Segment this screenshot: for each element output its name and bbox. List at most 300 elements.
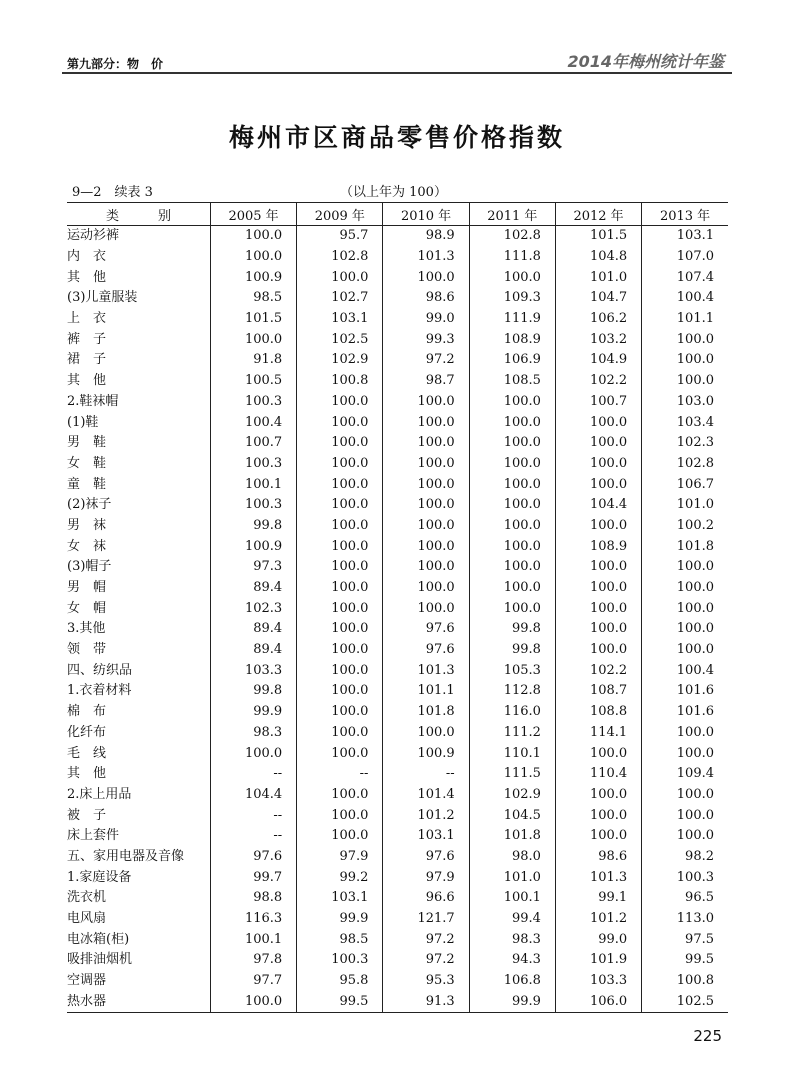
section-header: 第九部分：物 价 xyxy=(67,57,164,71)
table-cell: 95.7 xyxy=(297,226,383,247)
table-cell: 98.6 xyxy=(383,288,469,309)
table-row xyxy=(67,536,728,557)
table-cell: 104.5 xyxy=(469,805,555,826)
table-cell: 101.2 xyxy=(383,805,469,826)
table-cell: 103.1 xyxy=(297,309,383,330)
table-cell: 100.9 xyxy=(210,267,296,288)
table-cell: 100.0 xyxy=(383,578,469,599)
table-cell: 100.0 xyxy=(297,433,383,454)
table-cell: 100.7 xyxy=(555,392,641,413)
table-cell: 97.2 xyxy=(383,950,469,971)
table-row xyxy=(67,640,728,661)
table-row xyxy=(67,350,728,371)
table-cell: 100.0 xyxy=(383,392,469,413)
table-row xyxy=(67,247,728,268)
table-number: 9—2 续表 3 xyxy=(72,185,153,200)
table-cell: 100.0 xyxy=(555,743,641,764)
table-cell: 97.9 xyxy=(297,847,383,868)
table-cell: 89.4 xyxy=(210,619,296,640)
table-cell: 99.5 xyxy=(297,991,383,1012)
table-row xyxy=(67,392,728,413)
table-cell: 100.0 xyxy=(469,454,555,475)
table-row xyxy=(67,412,728,433)
table-cell: 108.8 xyxy=(555,702,641,723)
table-cell: 100.0 xyxy=(642,826,728,847)
table-cell: 89.4 xyxy=(210,578,296,599)
table-cell: 100.7 xyxy=(210,433,296,454)
table-cell: 97.8 xyxy=(210,950,296,971)
table-cell: 101.5 xyxy=(555,226,641,247)
table-row xyxy=(67,805,728,826)
table-cell: 100.0 xyxy=(469,557,555,578)
table-cell: 95.8 xyxy=(297,971,383,992)
column-header: 2011 年 xyxy=(469,203,555,226)
table-row xyxy=(67,598,728,619)
row-label: 其 他 xyxy=(67,373,107,389)
table-cell: 102.2 xyxy=(555,371,641,392)
table-cell: 100.0 xyxy=(555,640,641,661)
table-cell: 102.9 xyxy=(297,350,383,371)
column-header: 2012 年 xyxy=(555,203,641,226)
table-cell: 97.2 xyxy=(383,350,469,371)
table-cell: 100.4 xyxy=(642,660,728,681)
table-cell: -- xyxy=(297,764,383,785)
table-cell: 100.0 xyxy=(297,495,383,516)
table-cell: 108.7 xyxy=(555,681,641,702)
table-cell: 103.4 xyxy=(642,412,728,433)
table-note: （以上年为 100） xyxy=(340,185,447,200)
table-cell: 100.8 xyxy=(297,371,383,392)
table-cell: 114.1 xyxy=(555,723,641,744)
table-cell: 100.9 xyxy=(210,536,296,557)
table-cell: 100.0 xyxy=(555,578,641,599)
table-cell: 100.8 xyxy=(642,971,728,992)
row-label: 四、纺织品 xyxy=(67,662,133,678)
table-cell: 100.0 xyxy=(555,412,641,433)
table-cell: 100.0 xyxy=(642,598,728,619)
table-cell: 100.3 xyxy=(210,454,296,475)
table-cell: 100.0 xyxy=(297,474,383,495)
table-cell: 100.0 xyxy=(210,226,296,247)
table-cell: 99.2 xyxy=(297,867,383,888)
table-cell: 100.0 xyxy=(297,702,383,723)
table-cell: 101.1 xyxy=(383,681,469,702)
table-row xyxy=(67,971,728,992)
table-row xyxy=(67,909,728,930)
table-cell: 98.7 xyxy=(383,371,469,392)
table-cell: 100.0 xyxy=(297,412,383,433)
table-cell: 100.0 xyxy=(555,619,641,640)
row-label: 男 鞋 xyxy=(67,435,107,451)
table-cell: 106.2 xyxy=(555,309,641,330)
row-label: 2.床上用品 xyxy=(67,786,132,802)
table-cell: 113.0 xyxy=(642,909,728,930)
table-cell: -- xyxy=(210,764,296,785)
table-cell: 101.1 xyxy=(642,309,728,330)
table-cell: 100.0 xyxy=(383,516,469,537)
table-cell: 99.9 xyxy=(469,991,555,1012)
table-cell: 91.3 xyxy=(383,991,469,1012)
table-cell: 99.5 xyxy=(642,950,728,971)
table-cell: -- xyxy=(210,805,296,826)
table-header-row xyxy=(67,203,728,226)
table-cell: 100.0 xyxy=(383,495,469,516)
table-cell: 100.0 xyxy=(642,329,728,350)
table-cell: 100.0 xyxy=(297,557,383,578)
table-cell: 100.0 xyxy=(469,516,555,537)
row-label: 女 袜 xyxy=(67,538,107,554)
table-cell: 104.4 xyxy=(555,495,641,516)
table-cell: 99.8 xyxy=(469,640,555,661)
table-cell: 108.9 xyxy=(469,329,555,350)
table-cell: 97.5 xyxy=(642,929,728,950)
table-cell: 98.5 xyxy=(210,288,296,309)
table-cell: 100.0 xyxy=(383,454,469,475)
row-label: (3)帽子 xyxy=(67,559,112,575)
table-cell: 111.2 xyxy=(469,723,555,744)
table-cell: 107.4 xyxy=(642,267,728,288)
table-cell: 110.4 xyxy=(555,764,641,785)
table-cell: 100.0 xyxy=(642,723,728,744)
table-cell: 98.2 xyxy=(642,847,728,868)
table-cell: 103.3 xyxy=(555,971,641,992)
table-cell: 100.0 xyxy=(383,723,469,744)
table-cell: 100.0 xyxy=(469,474,555,495)
table-cell: 97.2 xyxy=(383,929,469,950)
table-cell: 100.0 xyxy=(297,454,383,475)
table-cell: 100.0 xyxy=(469,536,555,557)
table-cell: 99.8 xyxy=(210,681,296,702)
table-body xyxy=(67,226,728,1013)
table-cell: 103.1 xyxy=(297,888,383,909)
table-cell: 100.0 xyxy=(555,785,641,806)
table-cell: 100.0 xyxy=(469,392,555,413)
table-cell: 112.8 xyxy=(469,681,555,702)
table-cell: 101.4 xyxy=(383,785,469,806)
row-label: 1.衣着材料 xyxy=(67,683,132,699)
price-index-table xyxy=(67,202,728,1013)
row-label: 电风扇 xyxy=(67,911,107,927)
table-cell: 100.0 xyxy=(297,681,383,702)
table-cell: 100.0 xyxy=(555,598,641,619)
table-cell: 99.8 xyxy=(469,619,555,640)
table-cell: 96.6 xyxy=(383,888,469,909)
yearbook-title: 2014年梅州统计年鉴 xyxy=(567,52,724,71)
table-row xyxy=(67,991,728,1012)
table-cell: 100.0 xyxy=(642,743,728,764)
table-cell: 98.9 xyxy=(383,226,469,247)
table-cell: 97.9 xyxy=(383,867,469,888)
table-row xyxy=(67,454,728,475)
table-cell: 100.0 xyxy=(383,557,469,578)
table-cell: 103.1 xyxy=(383,826,469,847)
table-row xyxy=(67,288,728,309)
column-header: 2005 年 xyxy=(210,203,296,226)
table-cell: 108.5 xyxy=(469,371,555,392)
row-label: 运动衫裤 xyxy=(67,228,120,244)
table-cell: 100.0 xyxy=(383,267,469,288)
table-row xyxy=(67,660,728,681)
table-cell: 101.0 xyxy=(469,867,555,888)
table-row xyxy=(67,329,728,350)
row-label: 化纤布 xyxy=(67,724,107,740)
row-label: 电冰箱(柜) xyxy=(67,931,130,947)
table-cell: 99.3 xyxy=(383,329,469,350)
table-cell: 100.5 xyxy=(210,371,296,392)
row-label: 2.鞋袜帽 xyxy=(67,393,119,409)
table-cell: 111.8 xyxy=(469,247,555,268)
table-cell: 100.0 xyxy=(297,640,383,661)
table-cell: 100.0 xyxy=(555,557,641,578)
table-cell: 100.2 xyxy=(642,516,728,537)
table-cell: 100.0 xyxy=(383,474,469,495)
table-row xyxy=(67,557,728,578)
table-cell: 116.0 xyxy=(469,702,555,723)
row-label: 棉 布 xyxy=(67,704,107,720)
table-cell: -- xyxy=(210,826,296,847)
table-cell: 100.0 xyxy=(469,412,555,433)
table-cell: 100.0 xyxy=(469,598,555,619)
table-cell: 100.4 xyxy=(210,412,296,433)
table-cell: 102.8 xyxy=(469,226,555,247)
table-cell: 97.3 xyxy=(210,557,296,578)
row-label: (2)袜子 xyxy=(67,497,112,513)
page-title: 梅州市区商品零售价格指数 xyxy=(228,123,565,152)
table-cell: 91.8 xyxy=(210,350,296,371)
table-cell: 102.9 xyxy=(469,785,555,806)
table-cell: 111.9 xyxy=(469,309,555,330)
table-cell: 100.3 xyxy=(642,867,728,888)
table-cell: -- xyxy=(383,764,469,785)
table-cell: 109.3 xyxy=(469,288,555,309)
table-cell: 100.0 xyxy=(469,267,555,288)
table-row xyxy=(67,847,728,868)
table-cell: 100.0 xyxy=(210,329,296,350)
table-cell: 95.3 xyxy=(383,971,469,992)
table-cell: 99.4 xyxy=(469,909,555,930)
table-cell: 100.0 xyxy=(297,392,383,413)
table-cell: 101.3 xyxy=(383,660,469,681)
row-label: 热水器 xyxy=(67,991,210,1012)
table-cell: 98.8 xyxy=(210,888,296,909)
table-cell: 103.0 xyxy=(642,392,728,413)
row-label: 吸排油烟机 xyxy=(67,952,133,968)
table-cell: 106.9 xyxy=(469,350,555,371)
page-number: 225 xyxy=(693,1027,722,1045)
table-row xyxy=(67,619,728,640)
table-cell: 99.9 xyxy=(297,909,383,930)
table-cell: 98.0 xyxy=(469,847,555,868)
table-cell: 100.0 xyxy=(297,267,383,288)
row-label: 裤 子 xyxy=(67,331,107,347)
table-cell: 101.3 xyxy=(383,247,469,268)
row-label: (3)儿童服装 xyxy=(67,290,138,306)
table-cell: 101.0 xyxy=(642,495,728,516)
row-label: 内 衣 xyxy=(67,249,107,265)
table-cell: 100.3 xyxy=(210,392,296,413)
row-label: 毛 线 xyxy=(67,745,107,761)
table-cell: 100.0 xyxy=(555,454,641,475)
table-cell: 100.0 xyxy=(642,805,728,826)
table-cell: 97.6 xyxy=(383,619,469,640)
table-cell: 100.0 xyxy=(297,785,383,806)
table-row xyxy=(67,764,728,785)
table-cell: 100.0 xyxy=(383,433,469,454)
table-cell: 100.0 xyxy=(642,371,728,392)
row-label: 空调器 xyxy=(67,973,107,989)
table-cell: 100.0 xyxy=(297,536,383,557)
table-cell: 101.8 xyxy=(469,826,555,847)
row-label: 领 带 xyxy=(67,642,107,658)
table-cell: 97.7 xyxy=(210,971,296,992)
table-cell: 100.0 xyxy=(210,247,296,268)
table-cell: 89.4 xyxy=(210,640,296,661)
table-cell: 100.1 xyxy=(210,474,296,495)
table-cell: 104.8 xyxy=(555,247,641,268)
table-cell: 102.5 xyxy=(642,991,728,1012)
table-cell: 100.0 xyxy=(642,557,728,578)
table-cell: 100.1 xyxy=(210,929,296,950)
table-row xyxy=(67,267,728,288)
table-row xyxy=(67,495,728,516)
row-label: 裙 子 xyxy=(67,352,107,368)
table-cell: 100.1 xyxy=(469,888,555,909)
table-cell: 99.9 xyxy=(210,702,296,723)
table-cell: 101.8 xyxy=(642,536,728,557)
row-label: 3.其他 xyxy=(67,621,106,637)
table-cell: 100.0 xyxy=(555,433,641,454)
table-row xyxy=(67,826,728,847)
table-cell: 102.5 xyxy=(297,329,383,350)
table-cell: 100.0 xyxy=(469,578,555,599)
table-cell: 100.0 xyxy=(210,991,296,1012)
row-label: (1)鞋 xyxy=(67,414,99,430)
table-cell: 97.6 xyxy=(383,640,469,661)
table-cell: 100.0 xyxy=(642,350,728,371)
column-header: 2009 年 xyxy=(297,203,383,226)
table-row xyxy=(67,578,728,599)
table-cell: 102.3 xyxy=(210,598,296,619)
row-label: 1.家庭设备 xyxy=(67,869,132,885)
table-cell: 116.3 xyxy=(210,909,296,930)
table-cell: 101.0 xyxy=(555,267,641,288)
table-row xyxy=(67,516,728,537)
table-cell: 101.2 xyxy=(555,909,641,930)
table-cell: 97.6 xyxy=(383,847,469,868)
column-header: 2013 年 xyxy=(642,203,728,226)
table-row xyxy=(67,433,728,454)
table-cell: 106.8 xyxy=(469,971,555,992)
row-label: 女 帽 xyxy=(67,600,107,616)
table-cell: 102.8 xyxy=(297,247,383,268)
row-label: 床上套件 xyxy=(67,828,120,844)
row-label: 洗衣机 xyxy=(67,890,107,906)
table-cell: 100.0 xyxy=(210,743,296,764)
table-cell: 103.1 xyxy=(642,226,728,247)
table-cell: 100.0 xyxy=(297,598,383,619)
row-label: 男 袜 xyxy=(67,517,107,533)
row-label: 其 他 xyxy=(67,269,107,285)
table-row xyxy=(67,309,728,330)
table-cell: 100.0 xyxy=(555,805,641,826)
row-label: 童 鞋 xyxy=(67,476,107,492)
table-cell: 101.6 xyxy=(642,702,728,723)
table-cell: 100.0 xyxy=(383,598,469,619)
table-cell: 105.3 xyxy=(469,660,555,681)
table-row xyxy=(67,785,728,806)
table-cell: 100.0 xyxy=(297,660,383,681)
table-cell: 98.5 xyxy=(297,929,383,950)
table-cell: 102.2 xyxy=(555,660,641,681)
table-row xyxy=(67,929,728,950)
table-row xyxy=(67,681,728,702)
table-cell: 98.3 xyxy=(210,723,296,744)
table-cell: 100.0 xyxy=(383,536,469,557)
table-cell: 100.0 xyxy=(297,619,383,640)
table-cell: 101.6 xyxy=(642,681,728,702)
table-cell: 100.0 xyxy=(555,516,641,537)
table-cell: 106.0 xyxy=(555,991,641,1012)
row-label: 男 帽 xyxy=(67,580,107,596)
table-cell: 107.0 xyxy=(642,247,728,268)
table-cell: 104.7 xyxy=(555,288,641,309)
table-row xyxy=(67,950,728,971)
table-row xyxy=(67,474,728,495)
table-cell: 102.8 xyxy=(642,454,728,475)
table-cell: 98.6 xyxy=(555,847,641,868)
row-label: 五、家用电器及音像 xyxy=(67,848,185,864)
table-cell: 102.7 xyxy=(297,288,383,309)
table-cell: 108.9 xyxy=(555,536,641,557)
table-cell: 106.7 xyxy=(642,474,728,495)
table-cell: 99.8 xyxy=(210,516,296,537)
column-header: 2010 年 xyxy=(383,203,469,226)
table-cell: 94.3 xyxy=(469,950,555,971)
row-label: 上 衣 xyxy=(67,311,107,327)
table-cell: 100.0 xyxy=(383,412,469,433)
table-cell: 100.9 xyxy=(383,743,469,764)
table-row xyxy=(67,702,728,723)
table-cell: 100.0 xyxy=(297,743,383,764)
table-cell: 100.0 xyxy=(297,805,383,826)
table-cell: 100.0 xyxy=(297,826,383,847)
row-label: 被 子 xyxy=(67,807,107,823)
table-cell: 100.0 xyxy=(555,474,641,495)
table-cell: 99.7 xyxy=(210,867,296,888)
table-cell: 121.7 xyxy=(383,909,469,930)
table-cell: 100.0 xyxy=(469,433,555,454)
table-cell: 98.3 xyxy=(469,929,555,950)
table-cell: 103.3 xyxy=(210,660,296,681)
table-row xyxy=(67,723,728,744)
table-cell: 101.9 xyxy=(555,950,641,971)
row-label: 其 他 xyxy=(67,766,107,782)
table-row xyxy=(67,743,728,764)
table-cell: 100.3 xyxy=(297,950,383,971)
table-cell: 97.6 xyxy=(210,847,296,868)
table-cell: 100.0 xyxy=(642,785,728,806)
table-row xyxy=(67,371,728,392)
table-cell: 96.5 xyxy=(642,888,728,909)
table-cell: 100.0 xyxy=(469,495,555,516)
table-cell: 109.4 xyxy=(642,764,728,785)
table-cell: 104.4 xyxy=(210,785,296,806)
table-cell: 101.5 xyxy=(210,309,296,330)
table-cell: 100.0 xyxy=(297,516,383,537)
table-cell: 99.1 xyxy=(555,888,641,909)
table-cell: 111.5 xyxy=(469,764,555,785)
table-cell: 101.8 xyxy=(383,702,469,723)
